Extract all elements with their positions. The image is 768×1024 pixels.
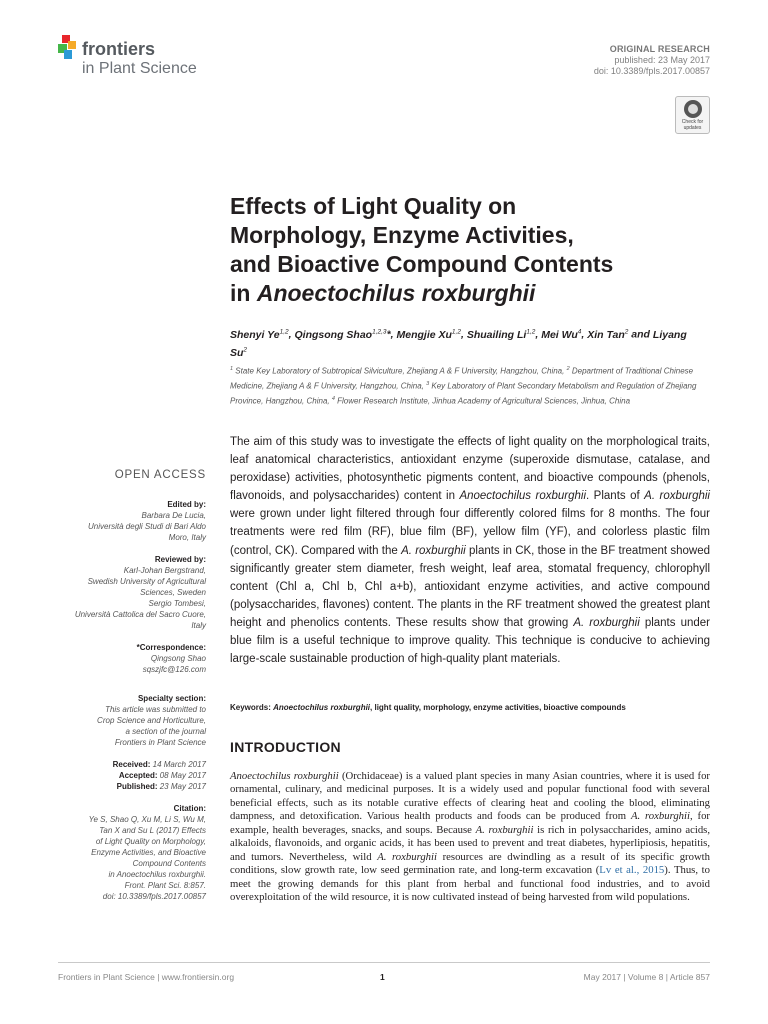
reviewer-line: Karl-Johan Bergstrand, — [123, 566, 206, 575]
article-title — [230, 192, 700, 308]
article-sidebar — [30, 470, 206, 902]
species-name: Anoectochilus roxburghii — [256, 280, 536, 306]
editor-line: Università degli Studi di Bari Aldo — [88, 522, 206, 531]
author-name[interactable]: Shenyi Ye$^{1,2}$ — [230, 328, 289, 341]
abstract: The aim of this study was to investigate the effects of light quality on the morphological traits, leaf anatomical characteristics, antioxidant enzyme (superoxide dismutase, catalase, and peroxidase) activities, photosynthetic pigments content, and bioactive compounds (phenols, flavonoids, and polysaccharides) content in Anoectochilus roxburghii. Plants of A. roxburghii were grown under light filtered through four differently colored films for 8 months. The four treatments were red film (RF), blue film (BF), yellow film (YF), and colorless plastic film (control, CK). Compared with the A. roxburghii plants in CK, those in the BF treatment showed significantly greater stem diameter, fresh weight, leaf area, stomatal frequency, chlorophyll content (Chl a, Chl b, Chl a+b), antioxidant enzyme activities, and active compound (polysaccharides, flavones) content. The plants in the RF treatment showed the greatest plant height and phenolics contents. These results show that growing A. roxburghii plants under blue film is a useful technique to improve quality. This technique is conducive to achieving large-scale sustainable production of high-quality plant materials. — [230, 436, 711, 666]
specialty-line: This article was submitted to — [105, 705, 206, 714]
citation-line: Compound Contents — [132, 859, 206, 868]
introduction-paragraph: Anoectochilus roxburghii (Orchidaceae) is a valued plant species in many Asian countries, where it is used for ornamental, culinary, and medicinal purposes. It is a widely used and popular functional food with several beneficial effects, such as its notable curative effects of clearing heat and cooling the blood, eliminating dampness, and detoxification. Various health products and foods can be produced from A. roxburghii, for example, health beverages, snacks, and soups. Because A. roxburghii is rich in polysaccharides, amino acids, alkaloids, flavonoids, and organic acids, it has been used to prevent and treat diabetes, hyperlipiosis, hepatitis, and tumors. Nevertheless, wild A. roxburghii resources are dwindling as a result of its specific growth conditions, slow growth rate, low seed germination rate, and long-term excavation (Lv et al., 2015). Thus, to meet the growing demands for this plant from herbal and functional food industries, and to avoid overexploitation of the wild resource, it is now cultivated instead of being harvested from wild populations. — [230, 770, 711, 904]
footer-journal[interactable]: Frontiers in Plant Science | www.frontiersin.org — [58, 972, 235, 982]
citation-label: Citation: — [173, 804, 206, 813]
title-line: and Bioactive Compound Contents — [230, 251, 614, 277]
reviewer-line: Swedish University of Agricultural — [87, 577, 206, 586]
citation-link[interactable]: Lv et al., 2015 — [599, 864, 665, 877]
journal-subtitle: in Plant Science — [82, 60, 197, 77]
author-name[interactable]: Shuailing Li$^{1,2}$ — [466, 328, 536, 341]
citation-line: of Light Quality on Morphology, — [95, 837, 206, 846]
accepted-date: Accepted: 08 May 2017 — [118, 771, 206, 780]
affiliations: $^1$ State Key Laboratory of Subtropical Silviculture, Zhejiang A & F University, Hangzhou, China, $^2$ Department of Traditional Chinese Medicine, Zhejiang A & F University, Hangzhou, China, $^3$ Key Laboratory of Plant Secondary Metabolism and Regulation of Zhejiang Province, Hangzhou, China, $^4$ Flower Research Institute, Jinhua Academy of Agricultural Sciences, Jinhua, China — [230, 366, 697, 406]
specialty-label: Specialty section: — [137, 694, 206, 703]
correspondence-email[interactable]: sqszjfc@126.com — [142, 665, 206, 674]
specialty-line: Crop Science and Horticulture, — [97, 716, 206, 725]
citation-line: Tan X and Su L (2017) Effects — [99, 826, 206, 835]
article-type: ORIGINAL RESEARCH — [609, 44, 710, 54]
citation-line: Ye S, Shao Q, Xu M, Li S, Wu M, — [88, 815, 206, 824]
citation-doi[interactable]: doi: 10.3389/fpls.2017.00857 — [102, 892, 206, 901]
reviewed-by-label: Reviewed by: — [154, 555, 206, 564]
editor-line: Moro, Italy — [168, 533, 206, 542]
specialty-line: a section of the journal — [125, 727, 206, 736]
edited-by-label: Edited by: — [167, 500, 206, 509]
author-name[interactable]: Qingsong Shao$^{1,2,3}$ — [294, 328, 387, 341]
specialty-line: Frontiers in Plant Science — [114, 738, 206, 747]
citation-line: Enzyme Activities, and Bioactive — [91, 848, 206, 857]
editor-line: Barbara De Lucia, — [141, 511, 206, 520]
author-name[interactable]: Mengjie Xu$^{1,2}$ — [396, 328, 461, 341]
check-for-updates-button[interactable] — [675, 96, 710, 134]
page-number: 1 — [380, 972, 385, 982]
received-date: Received: 14 March 2017 — [112, 760, 206, 769]
reviewer-line: Sergio Tombesi, — [148, 599, 206, 608]
author-name[interactable]: Mei Wu$^4$ — [541, 328, 582, 341]
author-name[interactable]: Liyang Su$^2$ — [230, 328, 687, 359]
frontiers-logo-icon — [58, 35, 78, 61]
title-line: Morphology, Enzyme Activities, — [230, 222, 574, 248]
journal-name: frontiers — [82, 39, 156, 59]
footer-issue: May 2017 | Volume 8 | Article 857 — [583, 972, 710, 982]
reviewer-line: Italy — [191, 621, 206, 630]
check-updates-icon — [684, 100, 702, 118]
article-meta — [594, 44, 710, 77]
published-date: published: 23 May 2017 — [614, 55, 710, 65]
check-updates-label: Check for — [681, 119, 704, 125]
title-line: in Anoectochilus roxburghii — [230, 280, 536, 306]
keywords: Keywords: Anoectochilus roxburghii, light quality, morphology, enzyme activities, bioactive compounds — [230, 703, 626, 712]
published-date-sidebar: Published: 23 May 2017 — [116, 782, 206, 791]
author-name[interactable]: Xin Tan$^2$ — [587, 328, 629, 341]
reviewer-line: Sciences, Sweden — [140, 588, 206, 597]
open-access-label: OPEN ACCESS — [114, 469, 206, 481]
reviewer-line: Università Cattolica del Sacro Cuore, — [74, 610, 206, 619]
check-updates-label-2: updates — [683, 125, 702, 131]
footer-divider — [58, 962, 710, 963]
doi[interactable]: doi: 10.3389/fpls.2017.00857 — [593, 66, 710, 76]
title-line: Effects of Light Quality on — [230, 193, 517, 219]
citation-line: in Anoectochilus roxburghii. — [108, 870, 206, 879]
correspondence-label: *Correspondence: — [136, 643, 206, 652]
correspondence-name: Qingsong Shao — [150, 654, 206, 663]
section-heading: INTRODUCTION — [230, 739, 341, 755]
citation-line: Front. Plant Sci. 8:857. — [124, 881, 206, 890]
author-list: Shenyi Ye$^{1,2}$, Qingsong Shao$^{1,2,3}$*, Mengjie Xu$^{1,2}$, Shuailing Li$^{1,2}$, Mei Wu$^4$, Xin Tan$^2$ and Liyang Su$^2$ — [230, 328, 687, 359]
